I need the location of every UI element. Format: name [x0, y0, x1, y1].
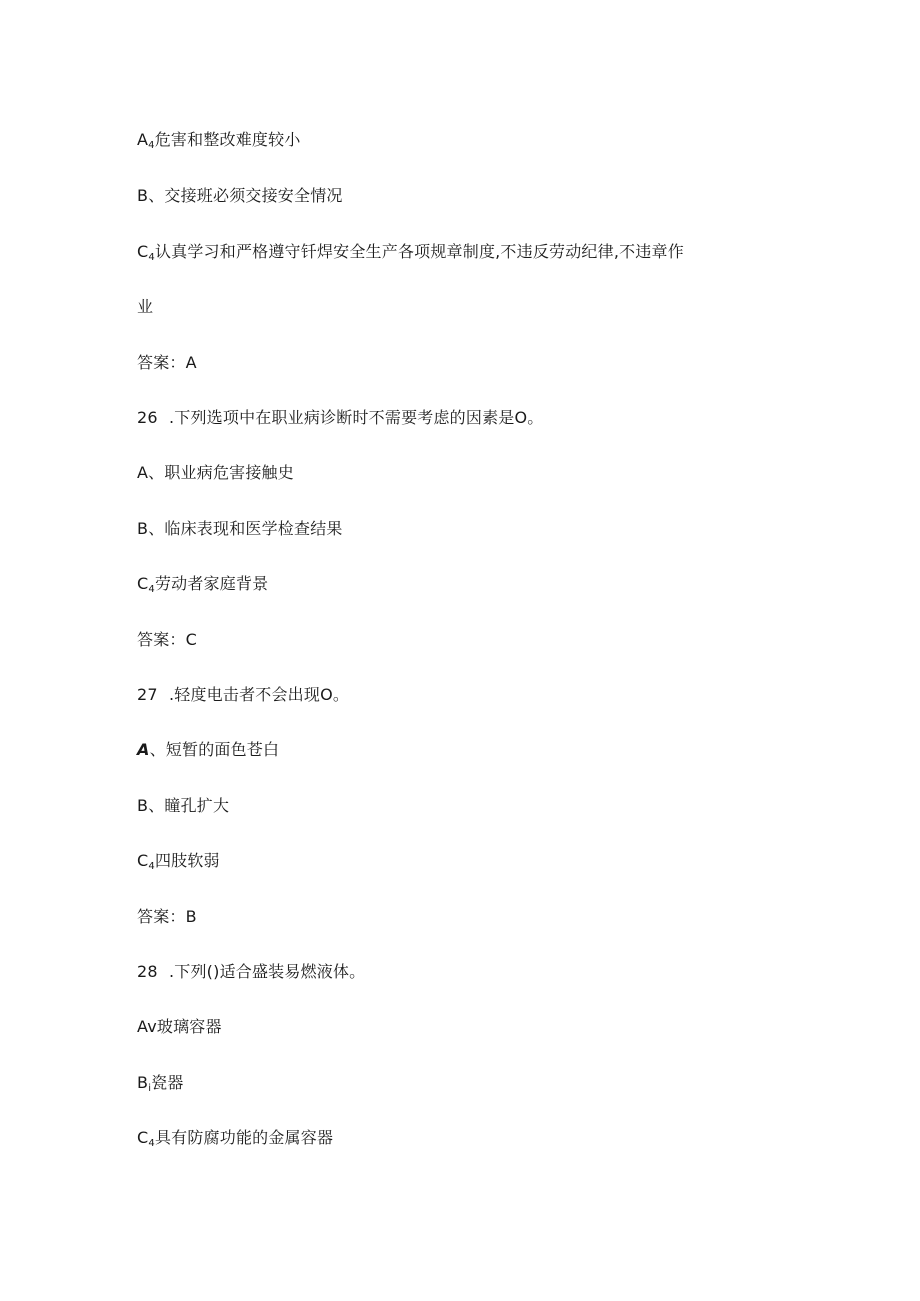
option-a-line: [137, 130, 301, 156]
option-letter: C: [137, 1128, 149, 1147]
option-letter: C: [137, 574, 149, 593]
option-text: 劳动者家庭背景: [154, 574, 269, 593]
option-mark: 4: [148, 1138, 155, 1149]
option-mark: 、: [148, 519, 165, 538]
option-a-line: [137, 463, 294, 483]
option-mark: 、: [148, 186, 165, 205]
option-mark: 、: [148, 796, 165, 815]
option-text: 职业病危害接触史: [164, 463, 294, 482]
answer-line: 答案：A: [137, 353, 197, 372]
option-text: 玻璃容器: [156, 1017, 222, 1036]
option-mark: 4: [148, 584, 155, 595]
option-letter: C: [137, 242, 149, 261]
option-text: 瞳孔扩大: [164, 796, 230, 815]
option-mark: i: [148, 1083, 152, 1094]
option-mark: 4: [148, 252, 155, 263]
option-b-line: [137, 796, 229, 816]
option-continuation: 业: [137, 297, 154, 316]
option-b-line: [137, 186, 343, 206]
option-mark: v: [147, 1017, 157, 1036]
option-letter: C: [137, 851, 149, 870]
answer-line: 答案：B: [137, 907, 197, 926]
question-26: [137, 408, 543, 428]
option-text: 危害和整改难度较小: [154, 130, 301, 149]
option-text: 具有防腐功能的金属容器: [154, 1128, 334, 1147]
option-b-line: [137, 519, 343, 539]
option-text: 临床表现和医学检查结果: [164, 519, 343, 538]
option-text: 四肢软弱: [154, 851, 220, 870]
option-mark: 4: [148, 140, 155, 151]
option-letter: A: [137, 1017, 148, 1036]
option-letter: B: [137, 519, 149, 538]
option-mark: 、: [148, 463, 165, 482]
answer-line: 答案：C: [137, 630, 197, 649]
question-number: 27: [137, 685, 158, 704]
option-text: 认真学习和严格遵守钎焊安全生产各项规章制度,不违反劳动纪律,不违章作: [154, 242, 684, 261]
option-c-line: [137, 242, 684, 268]
option-letter: A: [137, 740, 150, 759]
option-c-line: [137, 574, 268, 600]
option-letter: A: [137, 463, 149, 482]
option-letter: B: [137, 1073, 149, 1092]
option-letter: B: [137, 186, 149, 205]
option-text: 交接班必须交接安全情况: [164, 186, 343, 205]
option-c-line: [137, 851, 220, 877]
question-28: [137, 962, 365, 982]
option-mark: 、: [149, 740, 166, 759]
option-text: 短暂的面色苍白: [165, 740, 280, 759]
option-text: 瓷器: [151, 1073, 184, 1092]
question-text: .下列()适合盛装易燃液体。: [169, 962, 366, 981]
option-c-line: [137, 1128, 333, 1154]
option-mark: 4: [148, 861, 155, 872]
question-text: .轻度电击者不会出现O。: [169, 685, 350, 704]
option-b-line: [137, 1073, 184, 1099]
question-number: 28: [137, 962, 158, 981]
option-a-line: [137, 740, 279, 760]
option-letter: B: [137, 796, 149, 815]
question-number: 26: [137, 408, 158, 427]
option-letter: A: [137, 130, 149, 149]
question-text: .下列选项中在职业病诊断时不需要考虑的因素是O。: [169, 408, 544, 427]
option-a-line: [137, 1017, 222, 1037]
question-27: [137, 685, 349, 705]
